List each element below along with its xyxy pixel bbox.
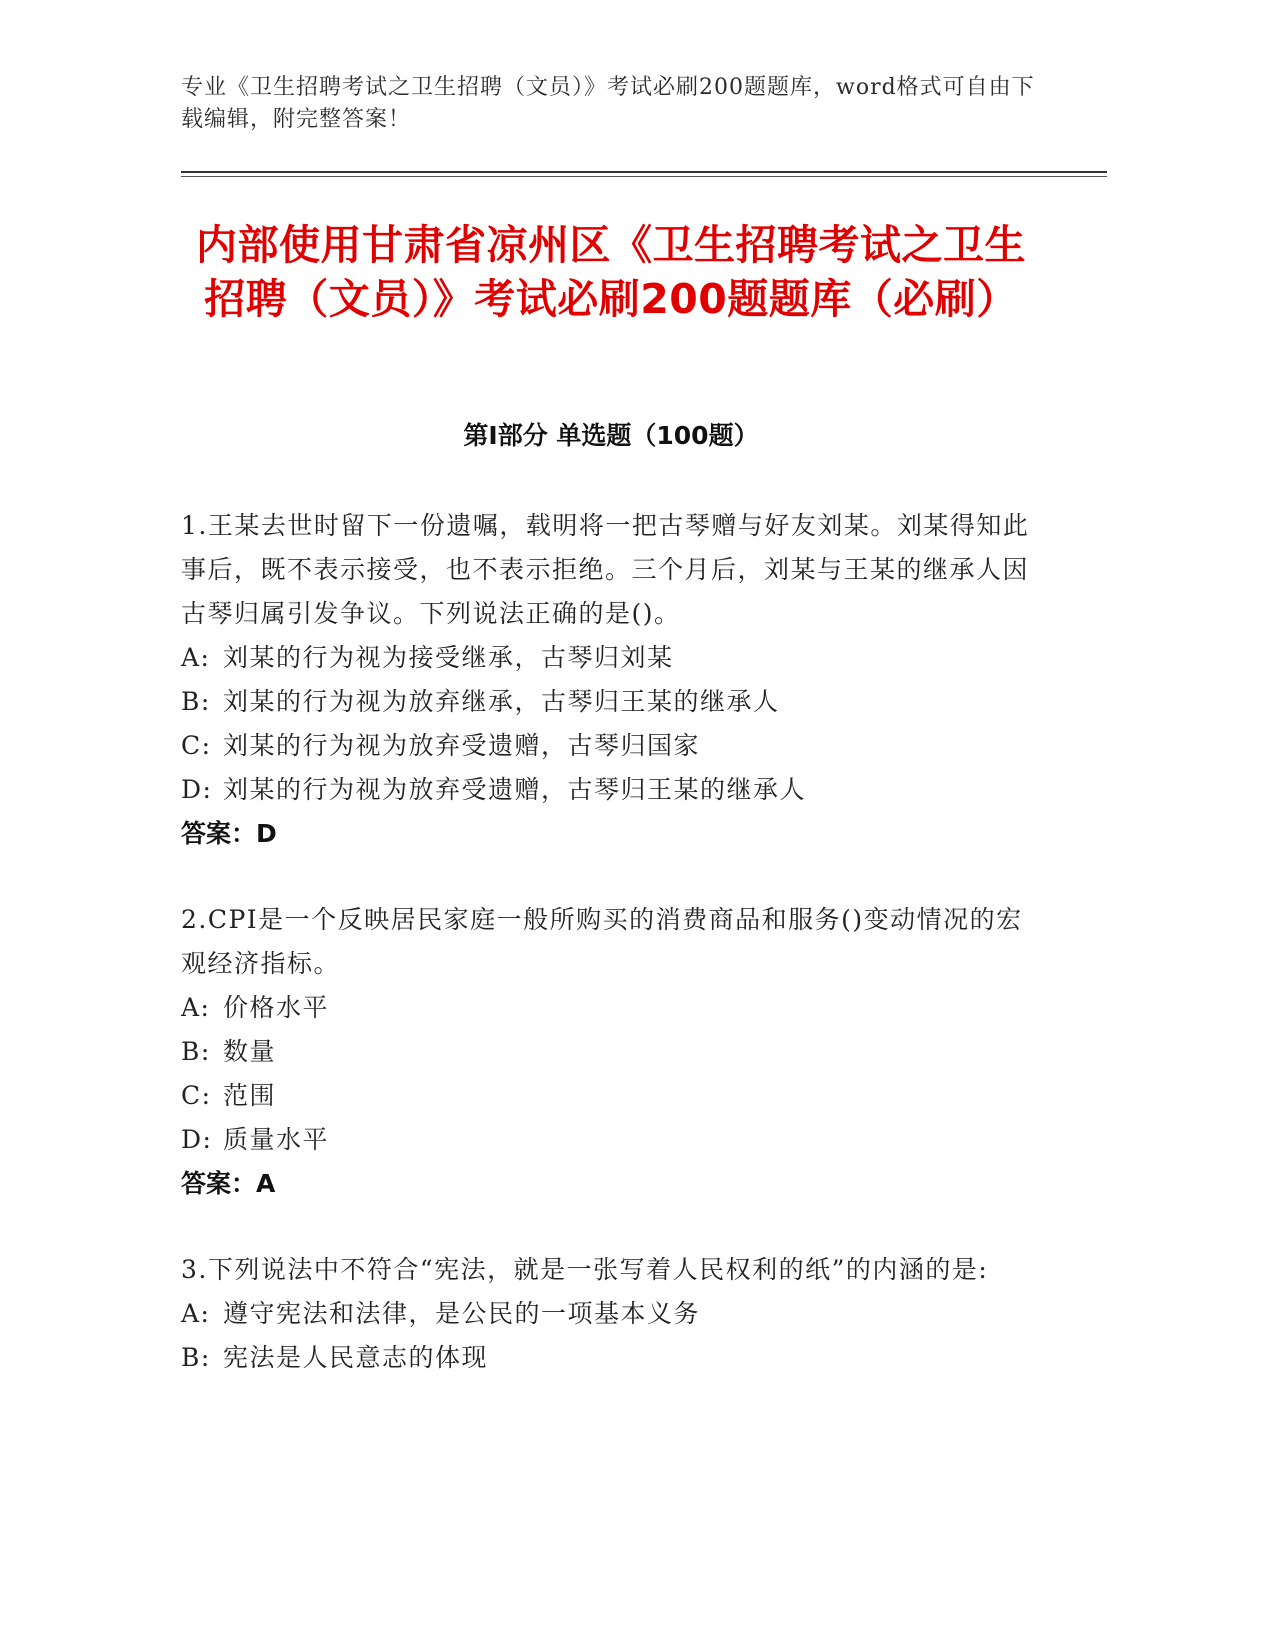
option-b	[181, 1030, 1041, 1074]
option-key: C:	[181, 731, 212, 760]
section-title: 第Ⅰ部分 单选题（100题）	[463, 421, 759, 450]
answer-line: 答案：D	[181, 819, 277, 848]
option-key: D:	[181, 775, 213, 804]
option-text: 刘某的行为视为放弃继承，古琴归王某的继承人	[223, 687, 780, 716]
option-key: A:	[181, 993, 211, 1022]
header-divider-thin	[181, 176, 1107, 177]
option-text: 价格水平	[223, 993, 330, 1022]
question-stem: 3.下列说法中不符合“宪法，就是一张写着人民权利的纸”的内涵的是:	[181, 1255, 989, 1284]
question-stem: 1.王某去世时留下一份遗嘱，载明将一把古琴赠与好友刘某。刘某得知此事后，既不表示接受，也不表示拒绝。三个月后，刘某与王某的继承人因古琴归属引发争议。下列说法正确的是()。	[181, 511, 1030, 628]
option-c	[181, 724, 1041, 768]
option-b	[181, 1336, 1041, 1380]
document-title: 内部使用甘肃省凉州区《卫生招聘考试之卫生招聘（文员）》考试必刷200题题库（必刷）	[196, 221, 1026, 323]
option-key: D:	[181, 1125, 213, 1154]
option-key: C:	[181, 1081, 212, 1110]
option-text: 刘某的行为视为放弃受遗赠，古琴归国家	[223, 731, 701, 760]
question-1	[181, 504, 1041, 856]
header-divider	[181, 171, 1107, 173]
question-stem: 2.CPI是一个反映居民家庭一般所购买的消费商品和服务()变动情况的宏观经济指标。	[181, 905, 1023, 978]
option-text: 范围	[223, 1081, 277, 1110]
answer-line: 答案：A	[181, 1169, 276, 1198]
option-text: 遵守宪法和法律，是公民的一项基本义务	[223, 1299, 701, 1328]
option-key: B:	[181, 1343, 211, 1372]
option-b	[181, 680, 1041, 724]
option-c	[181, 1074, 1041, 1118]
option-text: 刘某的行为视为接受继承，古琴归刘某	[223, 643, 674, 672]
option-d	[181, 1118, 1041, 1162]
question-2	[181, 898, 1041, 1206]
option-a	[181, 636, 1041, 680]
question-3	[181, 1248, 1041, 1380]
option-d	[181, 768, 1041, 812]
option-key: B:	[181, 687, 211, 716]
option-text: 宪法是人民意志的体现	[223, 1343, 489, 1372]
option-text: 数量	[223, 1037, 277, 1066]
option-text: 质量水平	[223, 1125, 330, 1154]
option-text: 刘某的行为视为放弃受遗赠，古琴归王某的继承人	[223, 775, 807, 804]
option-key: A:	[181, 1299, 211, 1328]
header-note: 专业《卫生招聘考试之卫生招聘（文员）》考试必刷200题题库，word格式可自由下载编辑，附完整答案！	[181, 75, 1035, 132]
option-a	[181, 986, 1041, 1030]
option-a	[181, 1292, 1041, 1336]
option-key: A:	[181, 643, 211, 672]
question-list	[181, 504, 1041, 1422]
option-key: B:	[181, 1037, 211, 1066]
